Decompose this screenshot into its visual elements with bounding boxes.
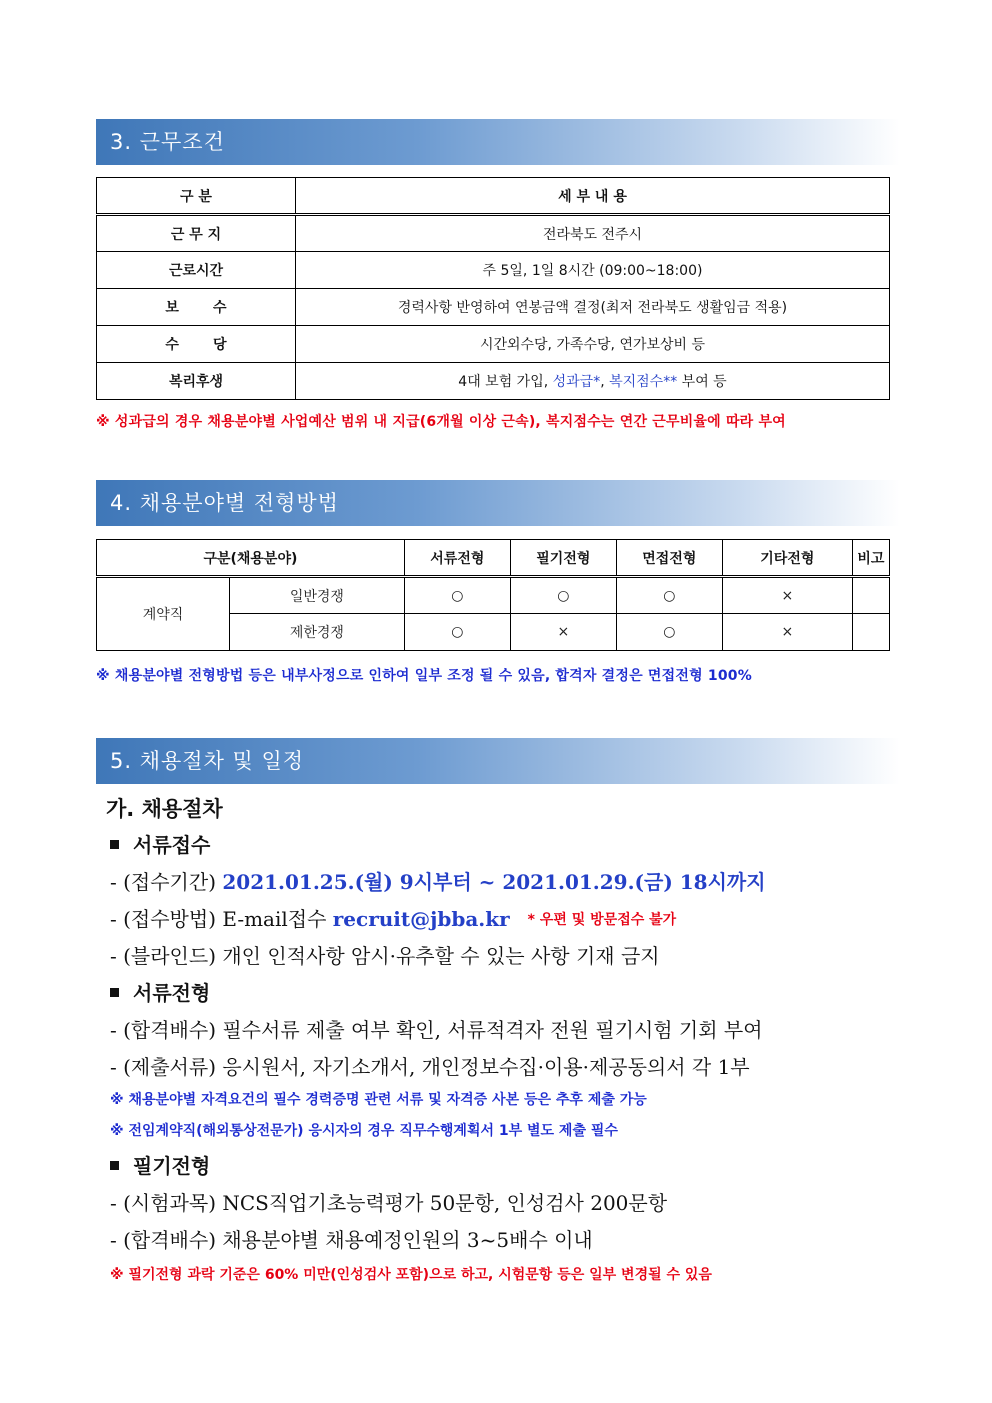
- exam-note: ※ 필기전형 과락 기준은 60% 미만(인성검사 포함)으로 하고, 시험문항 등은 일부 변경될 수 있음: [110, 1267, 712, 1283]
- method-line: [110, 903, 676, 932]
- email-address: recruit@jbba.kr: [332, 907, 510, 931]
- period-value: 2021.01.25.(월) 9시부터 ~ 2021.01.29.(금) 18시까지: [222, 870, 766, 894]
- cell-interview: ○: [616, 614, 722, 651]
- row-label: 복리후생: [97, 363, 296, 400]
- section-3-title: 3. 근무조건: [110, 130, 225, 154]
- exam-subject-line: - (시험과목) NCS직업기초능력평가 50문항, 인성검사 200문항: [110, 1191, 668, 1215]
- cell-document: ○: [404, 614, 510, 651]
- table-row: [97, 326, 890, 363]
- row-label: 보 수: [97, 289, 296, 326]
- cell-other: ×: [722, 577, 852, 614]
- benefit-suffix: 부여 등: [677, 374, 727, 390]
- table-row: [97, 363, 890, 400]
- table-row: [97, 289, 890, 326]
- method-note: * 우편 및 방문접수 불가: [527, 912, 677, 928]
- type-label: 일반경쟁: [230, 577, 405, 614]
- row-label: 근 무 지: [97, 215, 296, 252]
- bullet-written-exam: [110, 1150, 210, 1179]
- section-3-note: ※ 성과급의 경우 채용분야별 사업예산 범위 내 지급(6개월 이상 근속), 복지점수는 연간 근무비율에 따라 부여: [96, 414, 786, 430]
- bullet-label: 서류접수: [133, 833, 211, 857]
- table-row: [97, 577, 890, 614]
- square-bullet-icon: [110, 988, 119, 997]
- square-bullet-icon: [110, 1161, 119, 1170]
- period-line: [110, 866, 766, 895]
- method-label: - (접수방법) E-mail접수: [110, 907, 333, 931]
- row-value: 전라북도 전주시: [296, 215, 890, 252]
- benefit-sep: ,: [600, 374, 610, 390]
- period-label: - (접수기간): [110, 870, 223, 894]
- benefit-text: 4대 보험 가입,: [458, 374, 553, 390]
- square-bullet-icon: [110, 840, 119, 849]
- cell-written: ○: [510, 577, 616, 614]
- bullet-document-submission: [110, 829, 210, 858]
- header-detail: 세 부 내 용: [296, 178, 890, 215]
- section-4-note: ※ 채용분야별 전형방법 등은 내부사정으로 인하여 일부 조정 될 수 있음, 합격자 결정은 면접전형 100%: [96, 668, 752, 684]
- bullet-label: 서류전형: [133, 981, 211, 1005]
- table-header-row: [97, 540, 890, 577]
- section-4-title: 4. 채용분야별 전형방법: [110, 491, 339, 515]
- cell-interview: ○: [616, 577, 722, 614]
- section-5-header: [96, 738, 900, 784]
- cell-document: ○: [404, 577, 510, 614]
- cell-remarks: [852, 577, 889, 614]
- cell-other: ×: [722, 614, 852, 651]
- welfare-points-text: 복지점수**: [609, 374, 678, 390]
- header-field: 구분(채용분야): [97, 540, 405, 577]
- blind-line: - (블라인드) 개인 인적사항 암시·유추할 수 있는 사항 기재 금지: [110, 944, 660, 968]
- row-label: 근로시간: [97, 252, 296, 289]
- selection-method-table: [96, 539, 890, 651]
- header-other: 기타전형: [722, 540, 852, 577]
- row-value: [296, 363, 890, 400]
- bullet-document-screening: [110, 977, 210, 1006]
- table-row: [97, 252, 890, 289]
- row-value: 경력사항 반영하여 연봉금액 결정(최저 전라북도 생활임금 적용): [296, 289, 890, 326]
- header-category: 구 분: [97, 178, 296, 215]
- work-conditions-table: [96, 177, 890, 400]
- bullet-label: 필기전형: [133, 1154, 211, 1178]
- row-value: 시간외수당, 가족수당, 연가보상비 등: [296, 326, 890, 363]
- cell-remarks: [852, 614, 889, 651]
- table-header-row: [97, 178, 890, 215]
- header-document: 서류전형: [404, 540, 510, 577]
- bonus-text: 성과급*: [552, 374, 601, 390]
- header-written: 필기전형: [510, 540, 616, 577]
- documents-line: - (제출서류) 응시원서, 자기소개서, 개인정보수집·이용·제공동의서 각 1부: [110, 1055, 750, 1079]
- documents-note-1: ※ 채용분야별 자격요건의 필수 경력증명 관련 서류 및 자격증 사본 등은 추후 제출 가능: [110, 1092, 647, 1108]
- group-label: 계약직: [97, 577, 230, 651]
- table-row: [97, 215, 890, 252]
- header-remarks: 비고: [852, 540, 889, 577]
- section-3-header: [96, 119, 900, 165]
- header-interview: 면접전형: [616, 540, 722, 577]
- type-label: 제한경쟁: [230, 614, 405, 651]
- procedure-subtitle: 가. 채용절차: [106, 797, 223, 821]
- row-value: 주 5일, 1일 8시간 (09:00~18:00): [296, 252, 890, 289]
- section-5-title: 5. 채용절차 및 일정: [110, 749, 305, 773]
- pass-ratio-line: - (합격배수) 필수서류 제출 여부 확인, 서류적격자 전원 필기시험 기회 부여: [110, 1018, 763, 1042]
- cell-written: ×: [510, 614, 616, 651]
- documents-note-2: ※ 전임계약직(해외통상전문가) 응시자의 경우 직무수행계획서 1부 별도 제출 필수: [110, 1123, 618, 1139]
- section-4-header: [96, 480, 900, 526]
- exam-pass-line: - (합격배수) 채용분야별 채용예정인원의 3~5배수 이내: [110, 1228, 593, 1252]
- row-label: 수 당: [97, 326, 296, 363]
